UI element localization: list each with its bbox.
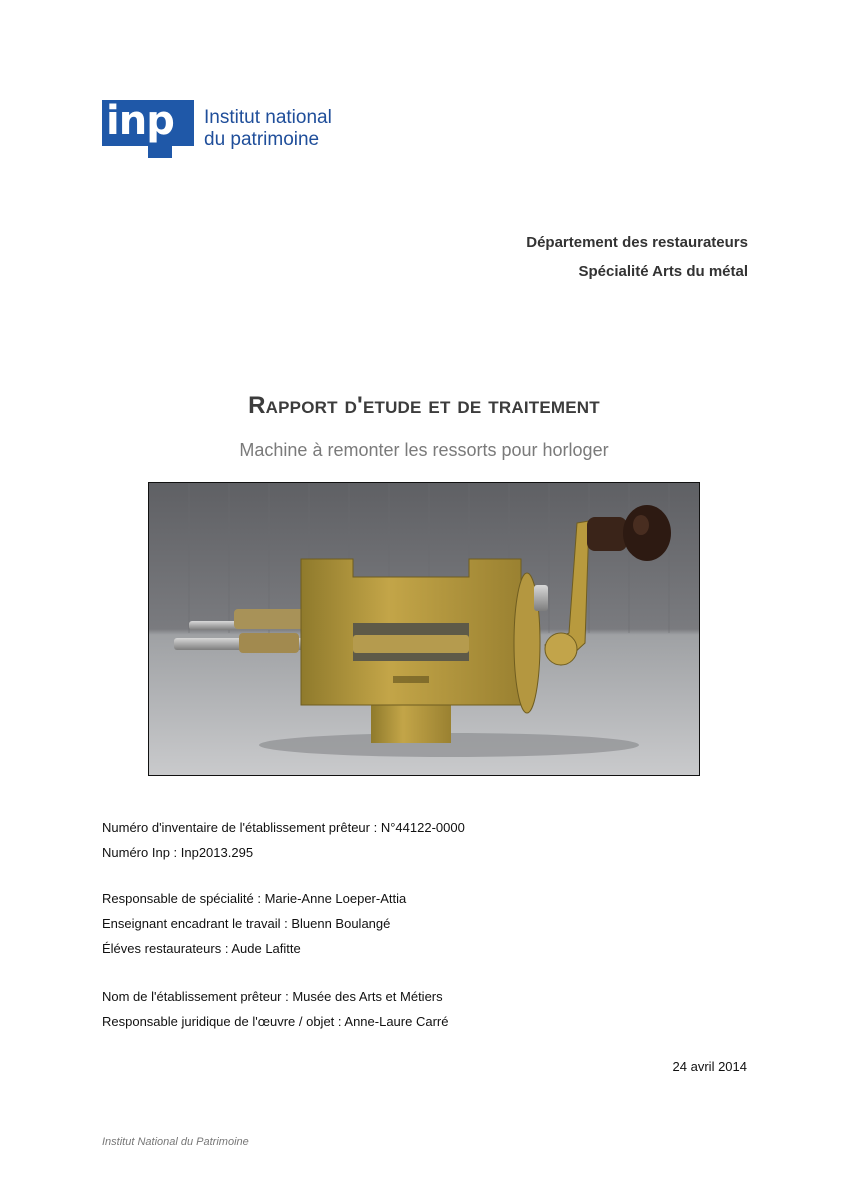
logo-text (204, 107, 332, 151)
lender-name: Nom de l'établissement prêteur : Musée des Arts et Métiers (102, 989, 443, 1004)
specialty-lead: Responsable de spécialité : Marie-Anne Loeper-Attia (102, 891, 407, 906)
footer-text: Institut National du Patrimoine (102, 1136, 249, 1148)
lender-info (102, 984, 448, 1034)
logo-line-2: du patrimoine (204, 129, 320, 150)
inp-number: Numéro Inp : Inp2013.295 (102, 845, 254, 860)
inp-logo (102, 100, 332, 158)
object-photo (148, 482, 700, 776)
winding-machine-illustration (149, 483, 699, 775)
report-title: Rapport d'etude et de traitement (248, 392, 600, 419)
logo-letters: inp (106, 98, 174, 144)
logo-line-1: Institut national (204, 107, 332, 128)
students: Éléves restaurateurs : Aude Lafitte (102, 941, 301, 956)
supervisor: Enseignant encadrant le travail : Bluenn Boulangé (102, 916, 391, 931)
report-subtitle: Machine à remonter les ressorts pour horloger (239, 440, 609, 460)
department-name: Département des restaurateurs (526, 234, 748, 251)
inventory-number: Numéro d'inventaire de l'établissement prêteur : N°44122-0000 (102, 820, 465, 835)
team-info (102, 886, 406, 961)
report-date: 24 avril 2014 (672, 1059, 747, 1074)
department-block (526, 228, 748, 286)
inventory-info (102, 815, 465, 865)
legal-responsible: Responsable juridique de l'œuvre / objet : Anne-Laure Carré (102, 1014, 449, 1029)
specialty-name: Spécialité Arts du métal (578, 263, 748, 280)
logo-mark (102, 100, 194, 158)
